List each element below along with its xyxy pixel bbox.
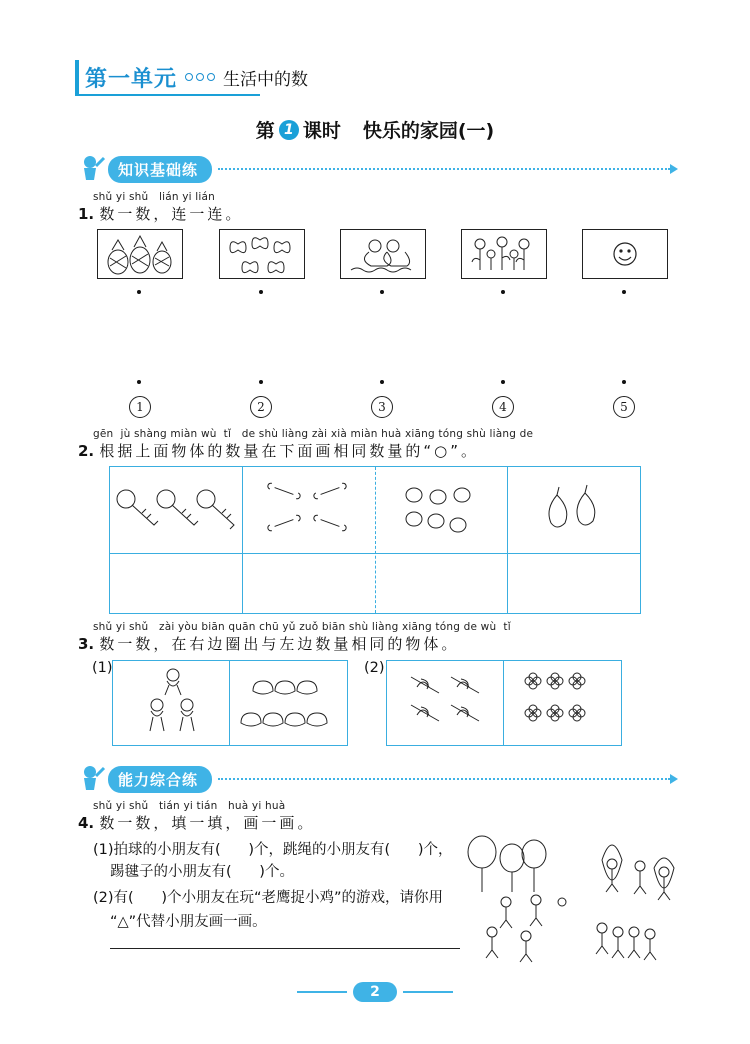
section-title-ability: 能力综合练 xyxy=(108,766,212,793)
pear-icon xyxy=(535,481,615,541)
section-banner-ability xyxy=(78,766,678,792)
q4-line2: 踢毽子的小朋友有( )个。 xyxy=(110,864,294,880)
q1-number: 1. xyxy=(78,205,95,223)
smiley-icon xyxy=(583,230,667,278)
footer-line-left xyxy=(297,991,347,993)
lesson-name: 快乐的家园(一) xyxy=(362,120,495,142)
q1-pinyin: shǔ yi shǔ lián yi lián xyxy=(93,191,216,203)
section-banner-basic xyxy=(78,156,678,182)
page-footer xyxy=(0,982,750,1002)
q4-pinyin: shǔ yi shǔ tián yi tián huà yi huà xyxy=(93,800,286,812)
q1-box-smiley xyxy=(582,229,668,279)
dragonfly-icon xyxy=(405,671,489,735)
bone-icon xyxy=(260,481,360,541)
unit-dots xyxy=(185,73,215,81)
banner-arrow-icon xyxy=(670,164,678,174)
q4-line3: (2)有( )个小朋友在玩“老鹰捉小鸡”的游戏，请你用 xyxy=(93,890,444,906)
q2-number: 2. xyxy=(78,442,95,460)
q1-top-dot[interactable] xyxy=(137,290,141,294)
lesson-prefix: 第 xyxy=(255,120,275,142)
key-icon xyxy=(114,485,238,535)
q1-top-dot[interactable] xyxy=(622,290,626,294)
q1-box-ducks xyxy=(340,229,426,279)
unit-header xyxy=(75,62,308,92)
q4-number: 4. xyxy=(78,814,95,832)
q3-part2-label: (2) xyxy=(364,660,385,676)
q1-title xyxy=(78,203,243,224)
banner-dotline xyxy=(218,778,670,780)
mascot-icon xyxy=(78,764,108,794)
q1-number-circle: 4 xyxy=(492,396,514,418)
q3-part2-box xyxy=(386,660,622,746)
section-title-basic: 知识基础练 xyxy=(108,156,212,183)
q2-pinyin: gēn jù shàng miàn wù tǐ de shù liàng zài xià miàn huà xiāng tóng shù liàng de xyxy=(93,428,534,440)
q1-top-dot[interactable] xyxy=(259,290,263,294)
unit-bar xyxy=(75,60,79,94)
q1-bottom-dot[interactable] xyxy=(622,380,626,384)
q1-number-circle: 2 xyxy=(250,396,272,418)
children-playing-illustration xyxy=(462,832,692,967)
lesson-number: 1 xyxy=(279,120,299,140)
lesson-title xyxy=(0,116,750,143)
q3-part2-divider xyxy=(503,661,504,745)
q2-title xyxy=(78,440,479,461)
q4-text: 数一数，填一填，画一画。 xyxy=(99,814,316,832)
q1-number-circle: 5 xyxy=(613,396,635,418)
q3-pinyin: shǔ yi shǔ zài yòu biān quān chū yǔ zuǒ biān shù liàng xiāng tóng de wù tǐ xyxy=(93,621,511,633)
q1-top-dot[interactable] xyxy=(501,290,505,294)
duck-icon xyxy=(341,230,425,278)
banner-dotline xyxy=(218,168,670,170)
pineapple-icon xyxy=(98,230,182,278)
unit-underline xyxy=(75,94,260,96)
q2-col-divider xyxy=(507,467,508,613)
unit-name: 第一单元 xyxy=(85,66,178,92)
q1-number-circle: 3 xyxy=(371,396,393,418)
q1-number-circle: 1 xyxy=(129,396,151,418)
q1-bottom-dot[interactable] xyxy=(501,380,505,384)
q1-text: 数一数，连一连。 xyxy=(99,205,244,223)
q1-box-pineapples xyxy=(97,229,183,279)
page-number: 2 xyxy=(353,982,397,1002)
q2-text: 根据上面物体的数量在下面画相同数量的“○”。 xyxy=(99,442,480,460)
unit-subtitle: 生活中的数 xyxy=(223,69,309,90)
peach-icon xyxy=(235,671,341,737)
q2-col-divider xyxy=(242,467,243,613)
q4-title xyxy=(78,812,315,833)
q2-grid xyxy=(109,466,641,614)
flower-icon xyxy=(462,230,546,278)
q2-col-divider xyxy=(375,467,376,613)
q1-bottom-dot[interactable] xyxy=(137,380,141,384)
q1-bottom-dot[interactable] xyxy=(380,380,384,384)
q1-bottom-dot[interactable] xyxy=(259,380,263,384)
butterfly-icon xyxy=(220,230,304,278)
mascot-icon xyxy=(78,154,108,184)
q1-box-flowers xyxy=(461,229,547,279)
q4-drawing-line[interactable] xyxy=(110,948,460,949)
q3-part1-label: (1) xyxy=(92,660,113,676)
q3-part1-box xyxy=(112,660,348,746)
q3-title xyxy=(78,633,459,654)
q4-line4: “△”代替小朋友画一画。 xyxy=(110,914,267,930)
q1-box-butterflies xyxy=(219,229,305,279)
monkey-icon xyxy=(143,665,203,741)
lesson-suffix: 课时 xyxy=(302,120,341,142)
q1-top-dot[interactable] xyxy=(380,290,384,294)
q4-line1: (1)拍球的小朋友有( )个，跳绳的小朋友有( )个， xyxy=(93,842,453,858)
q3-text: 数一数，在右边圈出与左边数量相同的物体。 xyxy=(99,635,460,653)
footer-line-right xyxy=(403,991,453,993)
banner-arrow-icon xyxy=(670,774,678,784)
tomato-icon xyxy=(400,481,480,541)
q3-part1-divider xyxy=(229,661,230,745)
q3-number: 3. xyxy=(78,635,95,653)
clover-flower-icon xyxy=(523,671,607,735)
